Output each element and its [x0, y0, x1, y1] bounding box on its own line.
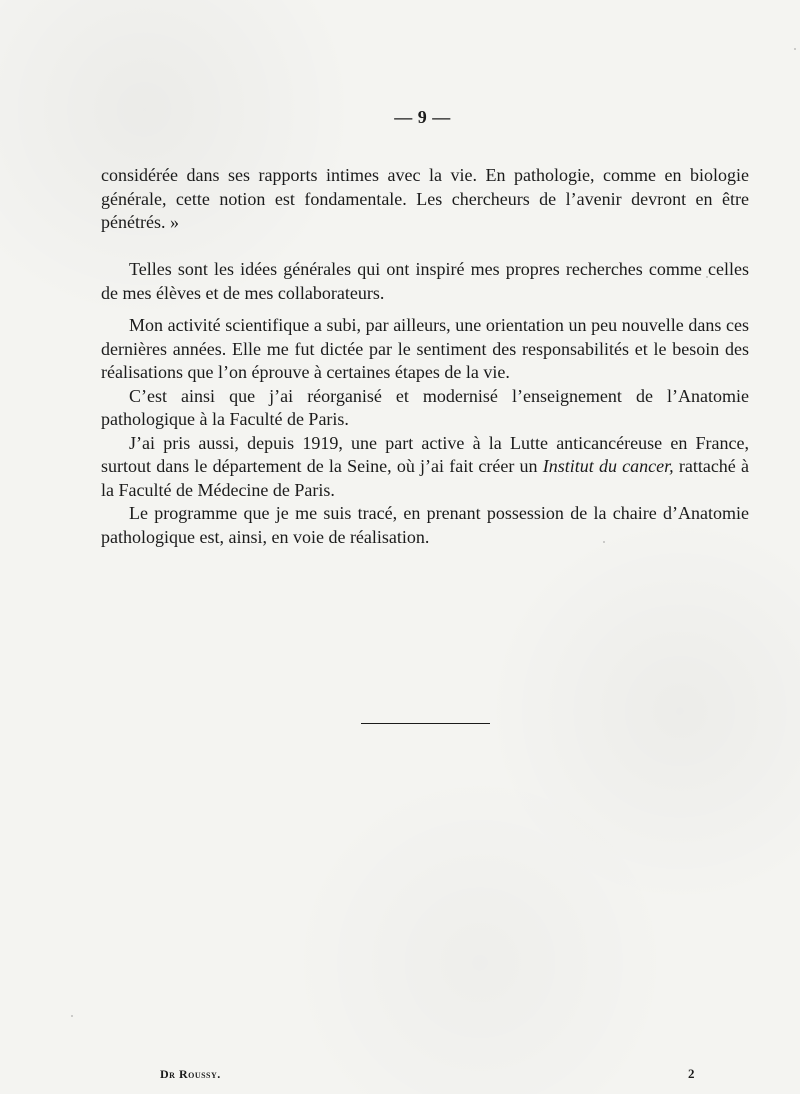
- paper-speck: [603, 541, 605, 543]
- paper-speck: [706, 276, 708, 278]
- paper-speck: [794, 48, 796, 50]
- paper-speck: [71, 1015, 73, 1017]
- author-signature: Dr Roussy.: [160, 1067, 221, 1081]
- sheet-number: 2: [688, 1066, 695, 1081]
- paragraph-cancer-fight-text-before: J’ai pris aussi, depuis 1919, une part active à la Lutte anticancéreuse en France, surtout dans le département de la Seine, où j’ai fait créer un: [101, 432, 749, 476]
- paragraph-group-activity: [101, 314, 749, 549]
- paragraph-program: Le programme que je me suis tracé, en prenant possession de la chaire d’Anatomie pathologique est, ainsi, en voie de réalisation.: [101, 503, 749, 547]
- paragraph-cancer-fight-text-after: rattaché à la Faculté de Médecine de Paris.: [101, 456, 749, 500]
- page-number: — 9 —: [394, 107, 451, 127]
- paragraph-ideas: Telles sont les idées générales qui ont inspiré mes propres recherches comme celles de mes élèves et de mes collaborateurs.: [101, 259, 749, 303]
- institute-name: Institut du cancer,: [542, 456, 674, 476]
- paragraph-cancer-fight: [101, 432, 749, 503]
- paragraph-continuation: considérée dans ses rapports intimes avec la vie. En pathologie, comme en biologie générale, cette notion est fondamentale. Les chercheurs de l’avenir devront en être pénétrés. »: [101, 165, 749, 232]
- paragraph-teaching: C’est ainsi que j’ai réorganisé et modernisé l’enseignement de l’Anatomie pathologique à la Faculté de Paris.: [101, 385, 749, 429]
- paragraph-activity: Mon activité scientifique a subi, par ailleurs, une orientation un peu nouvelle dans ces dernières années. Elle me fut dictée par le sentiment des responsabilités et le besoin des réalisations que l’on éprouve à certaines étapes de la vie.: [101, 315, 749, 382]
- section-divider: [361, 723, 490, 724]
